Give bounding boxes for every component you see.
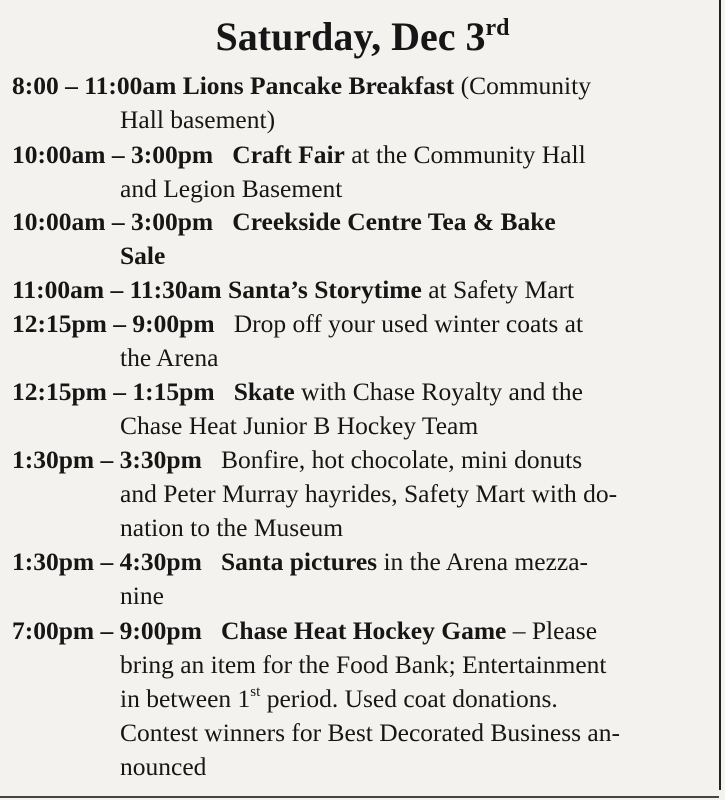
- entry-time: 10:00am – 3:00pm: [12, 140, 214, 169]
- schedule-entry-coat-drop-off: [12, 307, 583, 375]
- entry-title: Creekside Centre Tea & Bake: [232, 207, 556, 236]
- entry-time: 1:30pm – 3:30pm: [12, 445, 202, 474]
- entry-detail: with Chase Royalty and the: [301, 377, 583, 406]
- entry-continuation: the Arena: [120, 343, 219, 372]
- schedule-entry-craft-fair: [12, 138, 586, 206]
- entry-detail: Bonfire, hot chocolate, mini donuts: [220, 445, 583, 474]
- entry-time: 7:00pm – 9:00pm: [12, 616, 202, 645]
- entry-continuation: nation to the Museum: [120, 513, 344, 542]
- entry-first-line: [12, 273, 574, 307]
- entry-detail: (Community: [460, 71, 591, 100]
- entry-title: Skate: [233, 377, 295, 406]
- entry-time: 12:15pm – 9:00pm: [12, 309, 215, 338]
- title-ordinal-suffix: rd: [485, 15, 510, 41]
- entry-text: period. Used coat donations.: [260, 684, 558, 713]
- schedule-entry-tea-bake-sale: [12, 205, 556, 273]
- entry-first-line: [12, 443, 617, 477]
- entry-first-line: [12, 614, 620, 648]
- schedule-entry-hockey-game: [12, 614, 620, 784]
- entry-time: 1:30pm – 4:30pm: [12, 547, 202, 576]
- schedule-entry-pancake-breakfast: [12, 69, 591, 137]
- entry-detail: at Safety Mart: [428, 275, 575, 304]
- entry-title: Santa’s Storytime: [228, 275, 422, 304]
- schedule-entry-santa-pictures: [12, 545, 588, 613]
- entry-first-line: [12, 205, 556, 239]
- entry-title: Santa pictures: [220, 547, 378, 576]
- entry-time: 10:00am – 3:00pm: [12, 207, 214, 236]
- entry-first-line: [12, 545, 588, 579]
- entry-time: 12:15pm – 1:15pm: [12, 377, 215, 406]
- entry-detail: at the Community Hall: [351, 140, 586, 169]
- schedule-entry-skate: [12, 375, 583, 443]
- entry-continuation: bring an item for the Food Bank; Entertainment: [120, 650, 607, 679]
- entry-continuation: [12, 239, 556, 273]
- entry-continuation: nounced: [120, 752, 207, 781]
- entry-first-line: [12, 69, 591, 103]
- entry-continuation: [12, 682, 620, 716]
- entry-first-line: [12, 138, 586, 172]
- entry-first-line: [12, 375, 583, 409]
- bottom-border-rule: [0, 796, 719, 798]
- title-text: Saturday, Dec 3: [215, 14, 486, 59]
- entry-continuation: Chase Heat Junior B Hockey Team: [120, 411, 479, 440]
- schedule-entry-bonfire: [12, 443, 617, 545]
- entry-continuation: Hall basement): [120, 105, 276, 134]
- entry-text: in between 1: [120, 684, 251, 713]
- entry-detail: Drop off your used winter coats at: [233, 309, 584, 338]
- entry-first-line: [12, 307, 583, 341]
- entry-detail: in the Arena mezza-: [383, 547, 589, 576]
- entry-title: Lions Pancake Breakfast: [182, 71, 455, 100]
- entry-title: Chase Heat Hockey Game: [220, 616, 507, 645]
- schedule-entry-santa-storytime: [12, 273, 574, 307]
- entry-detail: – Please: [512, 616, 598, 645]
- entry-continuation: and Peter Murray hayrides, Safety Mart with do-: [120, 479, 618, 508]
- entry-continuation: nine: [120, 581, 164, 610]
- entry-continuation: and Legion Basement: [120, 174, 343, 203]
- entry-time: 11:00am – 11:30am: [12, 275, 222, 304]
- entry-title-continuation: Sale: [120, 241, 166, 270]
- ordinal-suffix: st: [250, 684, 261, 700]
- entry-time: 8:00 – 11:00am: [12, 71, 177, 100]
- right-border-rule: [719, 0, 721, 790]
- entry-title: Craft Fair: [232, 140, 345, 169]
- page-title: [0, 14, 725, 60]
- entry-continuation: Contest winners for Best Decorated Business an-: [120, 718, 620, 747]
